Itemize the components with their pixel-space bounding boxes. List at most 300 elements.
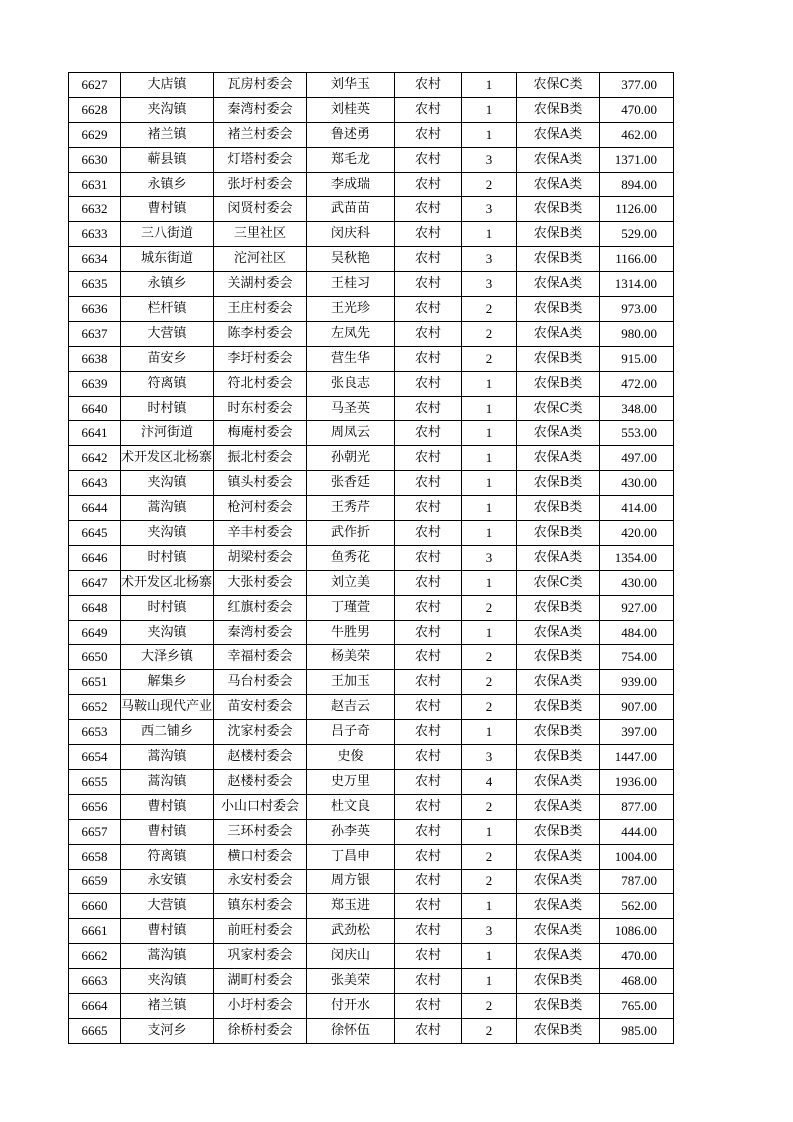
cell-serial-number: 6653 <box>69 720 121 745</box>
cell-person-name: 张良志 <box>307 371 395 396</box>
cell-insurance-category: 农保B类 <box>517 197 600 222</box>
cell-person-name: 王加玉 <box>307 670 395 695</box>
cell-area-type: 农村 <box>395 321 462 346</box>
cell-insurance-category: 农保B类 <box>517 969 600 994</box>
cell-amount: 927.00 <box>600 595 674 620</box>
cell-amount: 562.00 <box>600 894 674 919</box>
cell-town: 汴河街道 <box>121 421 214 446</box>
cell-person-name: 刘桂英 <box>307 97 395 122</box>
table-row <box>69 446 674 471</box>
cell-person-name: 张香廷 <box>307 471 395 496</box>
cell-area-type: 农村 <box>395 620 462 645</box>
cell-serial-number: 6628 <box>69 97 121 122</box>
table-row <box>69 670 674 695</box>
cell-area-type: 农村 <box>395 371 462 396</box>
cell-town: 夹沟镇 <box>121 97 214 122</box>
table-body <box>69 73 674 1044</box>
cell-town: 术开发区北杨寨 <box>121 446 214 471</box>
cell-serial-number: 6638 <box>69 346 121 371</box>
cell-town: 永安镇 <box>121 869 214 894</box>
cell-village-committee: 红旗村委会 <box>214 595 307 620</box>
cell-person-name: 武苗苗 <box>307 197 395 222</box>
cell-amount: 1447.00 <box>600 745 674 770</box>
cell-household-count: 1 <box>462 496 517 521</box>
cell-town: 符离镇 <box>121 371 214 396</box>
cell-person-name: 史万里 <box>307 769 395 794</box>
cell-serial-number: 6654 <box>69 745 121 770</box>
cell-town: 时村镇 <box>121 595 214 620</box>
cell-insurance-category: 农保A类 <box>517 147 600 172</box>
cell-insurance-category: 农保C类 <box>517 396 600 421</box>
table-row <box>69 769 674 794</box>
cell-serial-number: 6647 <box>69 570 121 595</box>
cell-person-name: 张美荣 <box>307 969 395 994</box>
cell-town: 蒿沟镇 <box>121 496 214 521</box>
cell-person-name: 牛胜男 <box>307 620 395 645</box>
cell-amount: 894.00 <box>600 172 674 197</box>
cell-amount: 529.00 <box>600 222 674 247</box>
cell-person-name: 郑毛龙 <box>307 147 395 172</box>
table-row <box>69 869 674 894</box>
cell-amount: 1086.00 <box>600 919 674 944</box>
cell-area-type: 农村 <box>395 695 462 720</box>
cell-village-committee: 赵楼村委会 <box>214 745 307 770</box>
cell-amount: 470.00 <box>600 944 674 969</box>
cell-village-committee: 赵楼村委会 <box>214 769 307 794</box>
cell-amount: 980.00 <box>600 321 674 346</box>
cell-serial-number: 6637 <box>69 321 121 346</box>
cell-amount: 1936.00 <box>600 769 674 794</box>
cell-village-committee: 灯塔村委会 <box>214 147 307 172</box>
cell-town: 蒿沟镇 <box>121 745 214 770</box>
cell-person-name: 孙朝光 <box>307 446 395 471</box>
cell-insurance-category: 农保A类 <box>517 446 600 471</box>
cell-insurance-category: 农保B类 <box>517 720 600 745</box>
cell-person-name: 周凤云 <box>307 421 395 446</box>
cell-village-committee: 关湖村委会 <box>214 272 307 297</box>
cell-area-type: 农村 <box>395 844 462 869</box>
cell-area-type: 农村 <box>395 595 462 620</box>
cell-area-type: 农村 <box>395 197 462 222</box>
cell-person-name: 马圣英 <box>307 396 395 421</box>
cell-person-name: 赵吉云 <box>307 695 395 720</box>
cell-amount: 973.00 <box>600 297 674 322</box>
cell-amount: 754.00 <box>600 645 674 670</box>
table-row <box>69 645 674 670</box>
cell-serial-number: 6660 <box>69 894 121 919</box>
table-row <box>69 496 674 521</box>
cell-village-committee: 枪河村委会 <box>214 496 307 521</box>
cell-serial-number: 6641 <box>69 421 121 446</box>
cell-person-name: 闵庆山 <box>307 944 395 969</box>
cell-area-type: 农村 <box>395 894 462 919</box>
table-row <box>69 297 674 322</box>
cell-village-committee: 秦湾村委会 <box>214 97 307 122</box>
cell-area-type: 农村 <box>395 969 462 994</box>
cell-area-type: 农村 <box>395 869 462 894</box>
cell-person-name: 武劲松 <box>307 919 395 944</box>
cell-household-count: 2 <box>462 844 517 869</box>
cell-insurance-category: 农保A类 <box>517 421 600 446</box>
cell-area-type: 农村 <box>395 346 462 371</box>
cell-household-count: 3 <box>462 919 517 944</box>
table-row <box>69 944 674 969</box>
cell-insurance-category: 农保B类 <box>517 471 600 496</box>
cell-village-committee: 镇东村委会 <box>214 894 307 919</box>
cell-person-name: 王秀芹 <box>307 496 395 521</box>
cell-serial-number: 6639 <box>69 371 121 396</box>
cell-town: 支河乡 <box>121 1018 214 1043</box>
cell-area-type: 农村 <box>395 993 462 1018</box>
cell-village-committee: 镇头村委会 <box>214 471 307 496</box>
cell-town: 三八街道 <box>121 222 214 247</box>
cell-amount: 468.00 <box>600 969 674 994</box>
cell-household-count: 1 <box>462 570 517 595</box>
cell-town: 曹村镇 <box>121 794 214 819</box>
cell-area-type: 农村 <box>395 446 462 471</box>
cell-insurance-category: 农保A类 <box>517 944 600 969</box>
cell-village-committee: 马台村委会 <box>214 670 307 695</box>
cell-village-committee: 陈李村委会 <box>214 321 307 346</box>
cell-person-name: 孙李英 <box>307 819 395 844</box>
cell-household-count: 2 <box>462 794 517 819</box>
cell-insurance-category: 农保B类 <box>517 247 600 272</box>
cell-village-committee: 沈家村委会 <box>214 720 307 745</box>
cell-amount: 484.00 <box>600 620 674 645</box>
cell-amount: 985.00 <box>600 1018 674 1043</box>
cell-amount: 939.00 <box>600 670 674 695</box>
cell-person-name: 刘华玉 <box>307 73 395 98</box>
table-row <box>69 545 674 570</box>
cell-village-committee: 三环村委会 <box>214 819 307 844</box>
cell-insurance-category: 农保A类 <box>517 894 600 919</box>
cell-household-count: 1 <box>462 421 517 446</box>
cell-town: 时村镇 <box>121 545 214 570</box>
table-row <box>69 993 674 1018</box>
cell-town: 大店镇 <box>121 73 214 98</box>
cell-town: 曹村镇 <box>121 819 214 844</box>
cell-serial-number: 6663 <box>69 969 121 994</box>
table-row <box>69 695 674 720</box>
table-row <box>69 197 674 222</box>
cell-town: 蒿沟镇 <box>121 769 214 794</box>
cell-amount: 397.00 <box>600 720 674 745</box>
cell-area-type: 农村 <box>395 496 462 521</box>
cell-household-count: 1 <box>462 73 517 98</box>
cell-area-type: 农村 <box>395 97 462 122</box>
cell-amount: 420.00 <box>600 521 674 546</box>
cell-town: 城东街道 <box>121 247 214 272</box>
cell-household-count: 2 <box>462 297 517 322</box>
table-row <box>69 471 674 496</box>
cell-serial-number: 6631 <box>69 172 121 197</box>
table-row <box>69 247 674 272</box>
table-row <box>69 147 674 172</box>
table-row <box>69 919 674 944</box>
cell-town: 蒿沟镇 <box>121 944 214 969</box>
table-row <box>69 272 674 297</box>
cell-town: 夹沟镇 <box>121 969 214 994</box>
table-row <box>69 894 674 919</box>
cell-household-count: 2 <box>462 670 517 695</box>
cell-household-count: 1 <box>462 620 517 645</box>
cell-serial-number: 6635 <box>69 272 121 297</box>
cell-serial-number: 6646 <box>69 545 121 570</box>
cell-area-type: 农村 <box>395 745 462 770</box>
cell-village-committee: 张圩村委会 <box>214 172 307 197</box>
cell-person-name: 周方银 <box>307 869 395 894</box>
cell-town: 永镇乡 <box>121 172 214 197</box>
table-row <box>69 222 674 247</box>
cell-village-committee: 沱河社区 <box>214 247 307 272</box>
cell-village-committee: 时东村委会 <box>214 396 307 421</box>
cell-area-type: 农村 <box>395 645 462 670</box>
cell-serial-number: 6649 <box>69 620 121 645</box>
cell-serial-number: 6640 <box>69 396 121 421</box>
cell-village-committee: 辛丰村委会 <box>214 521 307 546</box>
cell-amount: 787.00 <box>600 869 674 894</box>
cell-person-name: 刘立美 <box>307 570 395 595</box>
cell-town: 苗安乡 <box>121 346 214 371</box>
cell-insurance-category: 农保A类 <box>517 869 600 894</box>
cell-amount: 430.00 <box>600 570 674 595</box>
cell-household-count: 3 <box>462 272 517 297</box>
cell-person-name: 鱼秀花 <box>307 545 395 570</box>
table-row <box>69 346 674 371</box>
cell-town: 夹沟镇 <box>121 521 214 546</box>
cell-town: 大营镇 <box>121 321 214 346</box>
cell-amount: 907.00 <box>600 695 674 720</box>
cell-household-count: 2 <box>462 346 517 371</box>
cell-household-count: 2 <box>462 869 517 894</box>
cell-household-count: 2 <box>462 993 517 1018</box>
cell-amount: 430.00 <box>600 471 674 496</box>
cell-household-count: 1 <box>462 446 517 471</box>
cell-town: 夹沟镇 <box>121 471 214 496</box>
cell-village-committee: 瓦房村委会 <box>214 73 307 98</box>
cell-person-name: 鲁述勇 <box>307 122 395 147</box>
cell-household-count: 1 <box>462 969 517 994</box>
cell-town: 栏杆镇 <box>121 297 214 322</box>
cell-amount: 470.00 <box>600 97 674 122</box>
cell-person-name: 杜文良 <box>307 794 395 819</box>
cell-person-name: 营生华 <box>307 346 395 371</box>
cell-insurance-category: 农保B类 <box>517 496 600 521</box>
cell-area-type: 农村 <box>395 172 462 197</box>
cell-village-committee: 前旺村委会 <box>214 919 307 944</box>
cell-village-committee: 永安村委会 <box>214 869 307 894</box>
cell-person-name: 郑玉进 <box>307 894 395 919</box>
cell-insurance-category: 农保B类 <box>517 645 600 670</box>
cell-person-name: 武作折 <box>307 521 395 546</box>
table-row <box>69 1018 674 1043</box>
cell-amount: 348.00 <box>600 396 674 421</box>
cell-area-type: 农村 <box>395 919 462 944</box>
cell-household-count: 3 <box>462 745 517 770</box>
cell-village-committee: 闵贤村委会 <box>214 197 307 222</box>
cell-household-count: 2 <box>462 1018 517 1043</box>
cell-amount: 1354.00 <box>600 545 674 570</box>
cell-serial-number: 6652 <box>69 695 121 720</box>
cell-serial-number: 6659 <box>69 869 121 894</box>
cell-area-type: 农村 <box>395 521 462 546</box>
table-row <box>69 794 674 819</box>
cell-village-committee: 幸福村委会 <box>214 645 307 670</box>
cell-household-count: 1 <box>462 819 517 844</box>
cell-town: 夹沟镇 <box>121 620 214 645</box>
cell-amount: 444.00 <box>600 819 674 844</box>
cell-household-count: 1 <box>462 396 517 421</box>
cell-serial-number: 6662 <box>69 944 121 969</box>
table-row <box>69 421 674 446</box>
cell-amount: 877.00 <box>600 794 674 819</box>
cell-serial-number: 6644 <box>69 496 121 521</box>
cell-household-count: 1 <box>462 944 517 969</box>
cell-amount: 1314.00 <box>600 272 674 297</box>
cell-serial-number: 6627 <box>69 73 121 98</box>
cell-town: 曹村镇 <box>121 919 214 944</box>
cell-insurance-category: 农保A类 <box>517 122 600 147</box>
cell-household-count: 4 <box>462 769 517 794</box>
cell-town: 马鞍山现代产业 <box>121 695 214 720</box>
cell-insurance-category: 农保B类 <box>517 745 600 770</box>
table-row <box>69 620 674 645</box>
cell-serial-number: 6632 <box>69 197 121 222</box>
cell-person-name: 吴秋艳 <box>307 247 395 272</box>
cell-serial-number: 6642 <box>69 446 121 471</box>
cell-amount: 915.00 <box>600 346 674 371</box>
cell-amount: 462.00 <box>600 122 674 147</box>
cell-household-count: 1 <box>462 371 517 396</box>
cell-insurance-category: 农保B类 <box>517 222 600 247</box>
cell-person-name: 吕子奇 <box>307 720 395 745</box>
cell-serial-number: 6665 <box>69 1018 121 1043</box>
cell-serial-number: 6650 <box>69 645 121 670</box>
cell-area-type: 农村 <box>395 819 462 844</box>
cell-area-type: 农村 <box>395 297 462 322</box>
cell-town: 褚兰镇 <box>121 993 214 1018</box>
cell-household-count: 2 <box>462 695 517 720</box>
cell-serial-number: 6645 <box>69 521 121 546</box>
cell-area-type: 农村 <box>395 570 462 595</box>
cell-insurance-category: 农保C类 <box>517 570 600 595</box>
cell-serial-number: 6633 <box>69 222 121 247</box>
table-row <box>69 73 674 98</box>
cell-insurance-category: 农保A类 <box>517 919 600 944</box>
cell-amount: 1166.00 <box>600 247 674 272</box>
cell-insurance-category: 农保B类 <box>517 297 600 322</box>
table-row <box>69 521 674 546</box>
cell-insurance-category: 农保B类 <box>517 819 600 844</box>
cell-insurance-category: 农保B类 <box>517 97 600 122</box>
cell-insurance-category: 农保A类 <box>517 844 600 869</box>
cell-area-type: 农村 <box>395 545 462 570</box>
table-row <box>69 371 674 396</box>
cell-village-committee: 褚兰村委会 <box>214 122 307 147</box>
cell-household-count: 2 <box>462 321 517 346</box>
cell-village-committee: 小圩村委会 <box>214 993 307 1018</box>
cell-village-committee: 徐桥村委会 <box>214 1018 307 1043</box>
cell-town: 符离镇 <box>121 844 214 869</box>
cell-person-name: 杨美荣 <box>307 645 395 670</box>
cell-village-committee: 巩家村委会 <box>214 944 307 969</box>
table-row <box>69 969 674 994</box>
table-row <box>69 122 674 147</box>
cell-insurance-category: 农保C类 <box>517 73 600 98</box>
cell-village-committee: 横口村委会 <box>214 844 307 869</box>
cell-amount: 1004.00 <box>600 844 674 869</box>
cell-area-type: 农村 <box>395 1018 462 1043</box>
cell-person-name: 徐怀伍 <box>307 1018 395 1043</box>
cell-insurance-category: 农保A类 <box>517 769 600 794</box>
cell-insurance-category: 农保A类 <box>517 794 600 819</box>
cell-area-type: 农村 <box>395 794 462 819</box>
cell-insurance-category: 农保A类 <box>517 321 600 346</box>
cell-insurance-category: 农保B类 <box>517 371 600 396</box>
cell-village-committee: 小山口村委会 <box>214 794 307 819</box>
cell-household-count: 1 <box>462 222 517 247</box>
cell-area-type: 农村 <box>395 147 462 172</box>
cell-household-count: 3 <box>462 247 517 272</box>
cell-household-count: 2 <box>462 172 517 197</box>
cell-area-type: 农村 <box>395 670 462 695</box>
cell-amount: 414.00 <box>600 496 674 521</box>
cell-insurance-category: 农保B类 <box>517 595 600 620</box>
table-row <box>69 321 674 346</box>
cell-serial-number: 6643 <box>69 471 121 496</box>
cell-area-type: 农村 <box>395 471 462 496</box>
cell-insurance-category: 农保A类 <box>517 272 600 297</box>
cell-village-committee: 湖町村委会 <box>214 969 307 994</box>
cell-person-name: 闵庆科 <box>307 222 395 247</box>
cell-serial-number: 6664 <box>69 993 121 1018</box>
cell-serial-number: 6651 <box>69 670 121 695</box>
cell-serial-number: 6661 <box>69 919 121 944</box>
cell-household-count: 1 <box>462 894 517 919</box>
cell-serial-number: 6657 <box>69 819 121 844</box>
cell-household-count: 3 <box>462 147 517 172</box>
cell-household-count: 1 <box>462 521 517 546</box>
cell-area-type: 农村 <box>395 720 462 745</box>
cell-village-committee: 大张村委会 <box>214 570 307 595</box>
cell-insurance-category: 农保B类 <box>517 695 600 720</box>
cell-household-count: 2 <box>462 645 517 670</box>
cell-town: 解集乡 <box>121 670 214 695</box>
cell-household-count: 1 <box>462 720 517 745</box>
cell-area-type: 农村 <box>395 247 462 272</box>
cell-serial-number: 6648 <box>69 595 121 620</box>
cell-town: 褚兰镇 <box>121 122 214 147</box>
cell-village-committee: 苗安村委会 <box>214 695 307 720</box>
cell-area-type: 农村 <box>395 73 462 98</box>
cell-serial-number: 6634 <box>69 247 121 272</box>
cell-village-committee: 梅庵村委会 <box>214 421 307 446</box>
table-row <box>69 844 674 869</box>
cell-village-committee: 符北村委会 <box>214 371 307 396</box>
cell-area-type: 农村 <box>395 396 462 421</box>
cell-person-name: 丁瑾萱 <box>307 595 395 620</box>
cell-person-name: 王光珍 <box>307 297 395 322</box>
cell-serial-number: 6630 <box>69 147 121 172</box>
cell-area-type: 农村 <box>395 421 462 446</box>
cell-town: 西二铺乡 <box>121 720 214 745</box>
cell-insurance-category: 农保B类 <box>517 1018 600 1043</box>
table-row <box>69 745 674 770</box>
cell-household-count: 3 <box>462 545 517 570</box>
cell-town: 时村镇 <box>121 396 214 421</box>
cell-serial-number: 6658 <box>69 844 121 869</box>
table-row <box>69 570 674 595</box>
